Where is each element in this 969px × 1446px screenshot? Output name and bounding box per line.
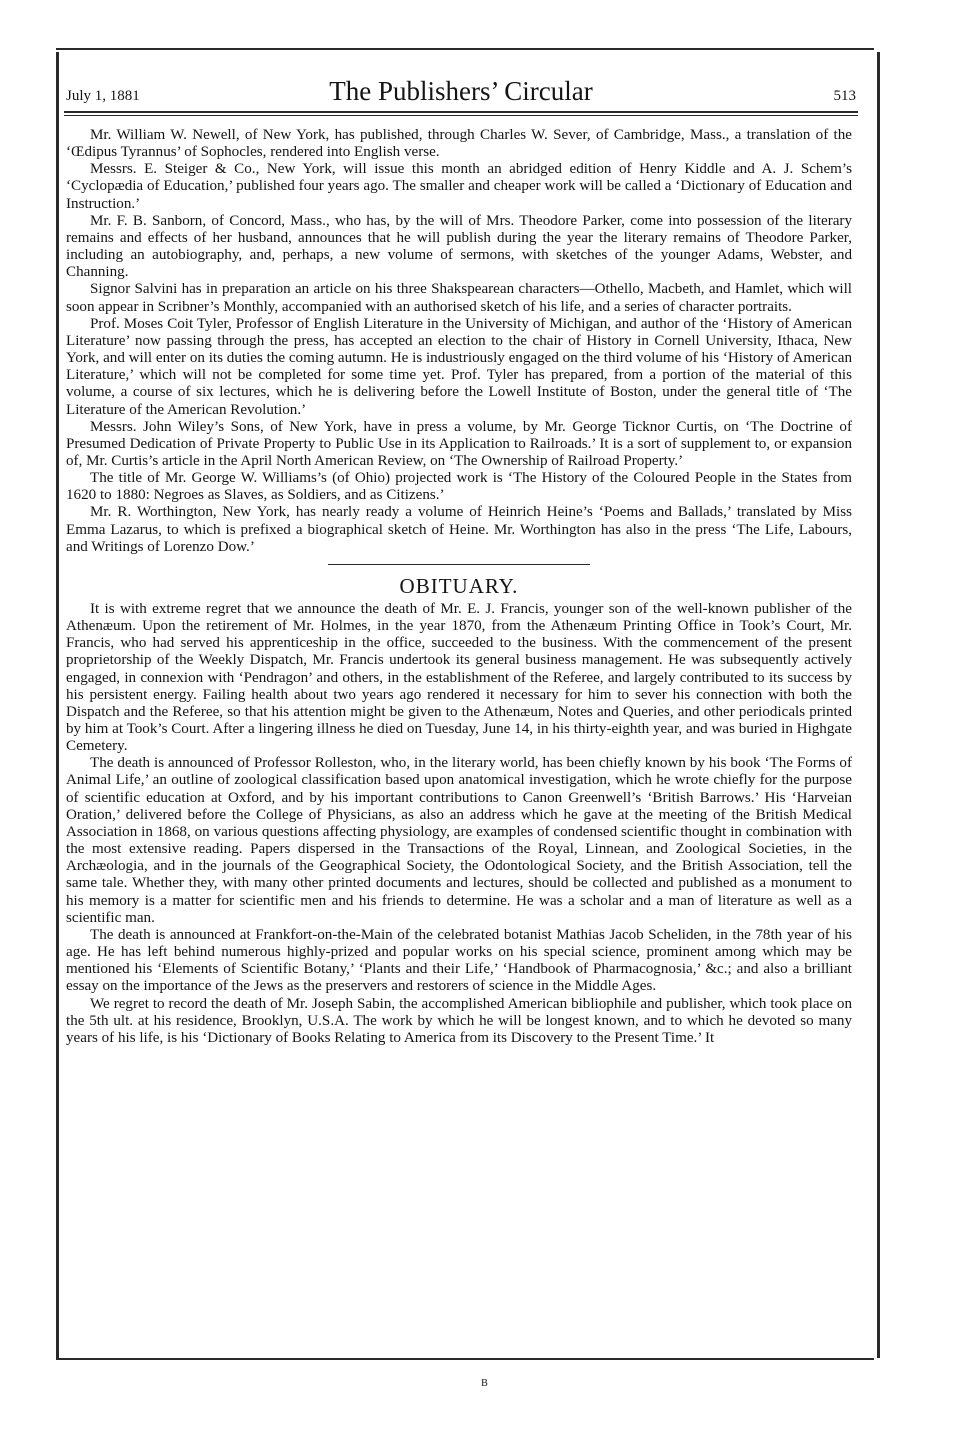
news-paragraph: The title of Mr. George W. Williams’s (of Ohio) projected work is ‘The History of the Coloured People in the States from 1620 to 1880: Negroes as Slaves, as Soldiers, and as Citizens.’: [66, 470, 852, 504]
obituary-paragraph: It is with extreme regret that we announce the death of Mr. E. J. Francis, younger son of the well-known publisher of the Athenæum. Upon the retirement of Mr. Holmes, in the year 1870, from the Athenæum Printing Office in Took’s Court, Mr. Francis, who had served his apprenticeship in the office, succeeded to the business. With the commencement of the present proprietorship of the Weekly Dispatch, Mr. Francis undertook its general business management. He was subsequently actively engaged, in connexion with ‘Pendragon’ and others, in the establishment of the Referee, and largely contributed to its success by his persistent energy. Failing health about two years ago rendered it necessary for him to sever his connection with both the Dispatch and the Referee, so that his attention might be given to the Athenæum, Notes and Queries, and other periodicals printed by him at Took’s Court. After a lingering illness he died on Tuesday, June 14, in his thirty-eighth year, and was buried in Highgate Cemetery.: [66, 600, 852, 755]
obituary-paragraph: We regret to record the death of Mr. Joseph Sabin, the accomplished American bibliophile and publisher, which took place on the 5th ult. at his residence, Brooklyn, U.S.A. The work by which he will be longest known, and to which he devoted so many years of his life, is his ‘Dictionary of Books Relating to America from its Discovery to the Present Time.’ It: [66, 995, 852, 1046]
obituary-paragraph: The death is announced at Frankfort-on-the-Main of the celebrated botanist Mathias Jacob Scheliden, in the 78th year of his age. He has left behind numerous highly-prized and popular works on his special science, prominent among which may be mentioned his ‘Elements of Scientific Botany,’ ‘Plants and their Life,’ ‘Handbook of Pharmacognosia,’ &c.; and also a brilliant essay on the importance of the Jews as the preservers and restorers of science in the Middle Ages.: [66, 926, 852, 995]
news-paragraph: Signor Salvini has in preparation an article on his three Shakspearean characters—Othello, Macbeth, and Hamlet, which will soon appear in Scribner’s Monthly, accompanied with an authorised sketch of his life, and a series of character portraits.: [66, 281, 852, 315]
header-rule: [64, 111, 858, 116]
news-paragraph: Messrs. John Wiley’s Sons, of New York, have in press a volume, by Mr. George Ticknor Curtis, on ‘The Doctrine of Presumed Dedication of Private Property to Public Use in its Application to Railroads.’ It is a sort of supplement to, or expansion of, Mr. Curtis’s article in the April North American Review, on ‘The Ownership of Railroad Property.’: [66, 418, 852, 469]
publication-title: The Publishers’ Circular: [329, 76, 593, 106]
news-paragraph: Mr. R. Worthington, New York, has nearly ready a volume of Heinrich Heine’s ‘Poems and Ballads,’ translated by Miss Emma Lazarus, to which is prefixed a biographical sketch of Heine. Mr. Worthington has also in the press ‘The Life, Labours, and Writings of Lorenzo Dow.’: [66, 504, 852, 555]
page-number: 513: [833, 88, 856, 104]
page-top-border: [56, 48, 874, 50]
news-paragraph: Messrs. E. Steiger & Co., New York, will issue this month an abridged edition of Henry Kiddle and A. J. Schem’s ‘Cyclopædia of Education,’ published four years ago. The smaller and cheaper work will be called a ‘Dictionary of Education and Instruction.’: [66, 161, 852, 212]
news-paragraph: Mr. F. B. Sanborn, of Concord, Mass., who has, by the will of Mrs. Theodore Parker, come into possession of the literary remains and effects of her husband, announces that he will publish during the year the literary remains of Theodore Parker, including an autobiography, and, perhaps, a new volume of sermons, with sketches of the younger Adams, Webster, and Channing.: [66, 212, 852, 281]
running-header: [66, 72, 856, 112]
signature-mark: B: [481, 1378, 488, 1389]
obituary-paragraph: The death is announced of Professor Rolleston, who, in the literary world, has been chiefly known by his book ‘The Forms of Animal Life,’ an outline of zoological classification based upon anatomical investigation, which he wrote chiefly for the purpose of scientific education at Oxford, and by his important contributions to Canon Greenwell’s ‘British Barrows.’ His ‘Harveian Oration,’ delivered before the College of Physicians, as also an address which he gave at the meeting of the British Medical Association in 1868, on various questions affecting physiology, are examples of condensed scientific thought in combination with the most extensive reading. Papers dispersed in the Transactions of the Royal, Linnean, and Zoological Societies, in the Archæologia, and in the journals of the Geographical Society, the Odontological Society, and the British Association, tell the same tale. Whether they, with many other printed documents and lectures, should be collected and published as a monument to his memory is a matter for scientific men and his friends to determine. He was a scholar and a man of literature as well as a scientific man.: [66, 755, 852, 926]
section-divider: [328, 564, 590, 565]
article-body: [66, 127, 852, 1047]
page-bottom-border: [56, 1358, 874, 1360]
obituary-heading: OBITUARY.: [399, 573, 519, 598]
news-paragraph: Mr. William W. Newell, of New York, has published, through Charles W. Sever, of Cambridge, Mass., a translation of the ‘Œdipus Tyrannus’ of Sophocles, rendered into English verse.: [66, 127, 852, 161]
issue-date: July 1, 1881: [66, 88, 140, 104]
news-paragraph: Prof. Moses Coit Tyler, Professor of English Literature in the University of Michigan, and author of the ‘History of American Literature’ now passing through the press, has accepted an election to the chair of History in Cornell University, Ithaca, New York, and will enter on its duties the coming autumn. He is industriously engaged on the third volume of his ‘History of American Literature,’ which will not be completed for some time yet. Prof. Tyler has prepared, from a portion of the material of this volume, a course of six lectures, which he is delivering before the Lowell Institute of Boston, under the general title of ‘The Literature of the American Revolution.’: [66, 315, 852, 418]
